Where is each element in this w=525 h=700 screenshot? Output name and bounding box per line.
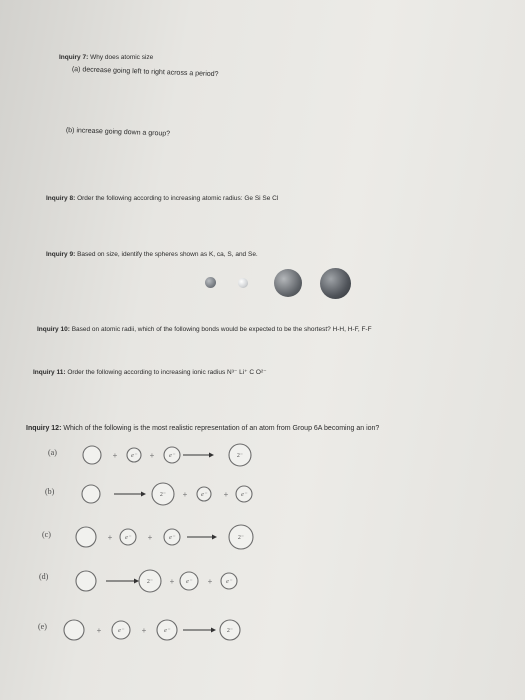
inquiry-7-question: Why does atomic size bbox=[90, 54, 154, 61]
option-5-item-1-atom bbox=[64, 620, 84, 640]
inquiry-9-label: Inquiry 9: bbox=[46, 251, 76, 258]
option-5-item-4-plus: + bbox=[141, 626, 147, 635]
option-2-item-3-ion-text: 2⁻ bbox=[159, 492, 167, 498]
option-5-item-3-electron-text: e⁻ bbox=[118, 628, 124, 634]
option-3-item-7-ion-text: 2⁻ bbox=[237, 535, 245, 541]
option-2-item-4-plus: + bbox=[182, 490, 188, 499]
option-4-item-5-electron-text: e⁻ bbox=[186, 579, 192, 585]
option-1-item-4-plus: + bbox=[149, 451, 155, 460]
inquiry-7-label: Inquiry 7: bbox=[59, 54, 89, 61]
option-a-label: (a) bbox=[48, 448, 57, 457]
option-4-item-3-ion-text: 2⁻ bbox=[146, 579, 154, 585]
option-3-item-5-electron-text: e⁻ bbox=[169, 535, 175, 541]
option-1-item-6-arrow-head bbox=[209, 453, 214, 458]
option-1-item-1-atom bbox=[83, 446, 101, 464]
inquiry-8-question: Order the following according to increasing atomic radius: Ge Si Se Cl bbox=[77, 195, 279, 202]
inquiry-11-question: Order the following according to increasing ionic radius N³⁻ Li⁺ C O²⁻ bbox=[67, 369, 267, 376]
option-c-label: (c) bbox=[42, 530, 51, 539]
option-1-item-7-ion-text: 2⁻ bbox=[236, 453, 244, 459]
option-4-item-6-plus: + bbox=[207, 577, 213, 586]
inquiry-7-part-b: (b) increase going down a group? bbox=[65, 127, 171, 138]
inquiry-7-part-a: (a) decrease going left to right across a period? bbox=[71, 66, 219, 79]
option-3-item-4-plus: + bbox=[147, 533, 153, 542]
option-1-item-5-electron-text: e⁻ bbox=[169, 453, 175, 459]
inquiry-11-label: Inquiry 11: bbox=[33, 369, 66, 376]
inquiry-12-label: Inquiry 12: bbox=[26, 425, 62, 432]
option-3-item-1-atom bbox=[76, 527, 96, 547]
inquiry-10-question: Based on atomic radii, which of the following bonds would be expected to be the shortest? H-H, H-F, F-F bbox=[71, 326, 372, 333]
option-2-item-1-atom bbox=[82, 485, 100, 503]
inquiry-10-label: Inquiry 10: bbox=[37, 326, 70, 333]
option-4-item-2-arrow-head bbox=[134, 579, 139, 584]
option-2-item-7-electron-text: e⁻ bbox=[241, 492, 247, 498]
inquiry-9-question: Based on size, identify the spheres shown as K, ca, S, and Se. bbox=[77, 251, 258, 258]
option-5-item-2-plus: + bbox=[96, 626, 102, 635]
inquiry-12-question: Which of the following is the most realistic representation of an atom from Group 6A becoming an ion? bbox=[63, 425, 380, 432]
inquiry-8-label: Inquiry 8: bbox=[46, 195, 76, 202]
option-3-item-6-arrow-head bbox=[212, 535, 217, 540]
option-5-item-7-ion-text: 2⁻ bbox=[226, 628, 234, 634]
option-b-label: (b) bbox=[45, 487, 55, 496]
option-2-item-5-electron-text: e⁻ bbox=[201, 492, 207, 498]
option-2-item-2-arrow-head bbox=[141, 492, 146, 497]
option-2-item-6-plus: + bbox=[223, 490, 229, 499]
option-4-item-7-electron-text: e⁻ bbox=[226, 579, 232, 585]
option-5-item-6-arrow-head bbox=[211, 628, 216, 633]
option-4-item-1-atom bbox=[76, 571, 96, 591]
option-3-item-2-plus: + bbox=[107, 533, 113, 542]
option-3-item-3-electron-text: e⁻ bbox=[125, 535, 131, 541]
option-1-item-2-plus: + bbox=[112, 451, 118, 460]
option-e-label: (e) bbox=[38, 622, 47, 631]
option-4-item-4-plus: + bbox=[169, 577, 175, 586]
option-1-item-3-electron-text: e⁻ bbox=[131, 453, 137, 459]
option-5-item-5-electron-text: e⁻ bbox=[164, 628, 170, 634]
option-d-label: (d) bbox=[39, 572, 49, 581]
